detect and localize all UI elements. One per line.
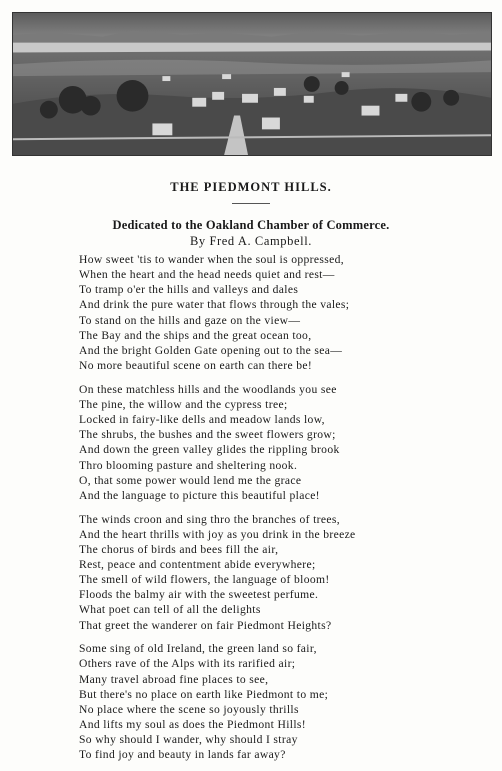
poem-line: And drink the pure water that flows through the vales; xyxy=(79,298,350,312)
poem-line: That greet the wanderer on fair Piedmont Heights? xyxy=(79,618,332,632)
poem-line: Floods the balmy air with the sweetest perfume. xyxy=(79,588,319,602)
poem-title: THE PIEDMONT HILLS. xyxy=(170,180,332,194)
poem-line: To find joy and beauty in lands far away? xyxy=(79,748,286,762)
poem-line: The pine, the willow and the cypress tree; xyxy=(79,397,288,411)
poem-line: Thro blooming pasture and sheltering nook. xyxy=(79,458,298,472)
poem-line: So why should I wander, why should I stray xyxy=(79,733,298,747)
poem-line: Many travel abroad fine places to see, xyxy=(79,672,269,686)
poem-line: O, that some power would lend me the grace xyxy=(79,473,302,487)
stanza xyxy=(79,382,499,503)
poem-line: The smell of wild flowers, the language of bloom! xyxy=(79,573,330,587)
poem-body xyxy=(79,252,499,771)
poem-line: Some sing of old Ireland, the green land so fair, xyxy=(79,642,317,656)
dedication: Dedicated to the Oakland Chamber of Commerce. xyxy=(112,218,390,232)
poem-line: But there's no place on earth like Piedmont to me; xyxy=(79,687,329,701)
piedmont-hills-panorama xyxy=(13,13,491,155)
poem-line: And the language to picture this beautiful place! xyxy=(79,488,320,502)
stanza xyxy=(79,252,499,373)
poem-line: And the heart thrills with joy as you drink in the breeze xyxy=(79,527,356,541)
poem-line: What poet can tell of all the delights xyxy=(79,603,261,617)
poem-line: And down the green valley glides the rippling brook xyxy=(79,443,340,457)
poem-line: The shrubs, the bushes and the sweet flowers grow; xyxy=(79,428,336,442)
byline: By Fred A. Campbell. xyxy=(189,234,313,248)
poem-line: The winds croon and sing thro the branches of trees, xyxy=(79,512,340,526)
poem-line: The Bay and the ships and the great ocean too, xyxy=(79,328,312,342)
poem-line: On these matchless hills and the woodlands you see xyxy=(79,382,337,396)
poem-line: And lifts my soul as does the Piedmont Hills! xyxy=(79,718,307,732)
poem-line: To tramp o'er the hills and valleys and dales xyxy=(79,283,299,297)
poem-line: To stand on the hills and gaze on the view— xyxy=(79,313,301,327)
poem-line: Rest, peace and contentment abide everywhere; xyxy=(79,557,316,571)
poem-line: How sweet 'tis to wander when the soul is oppressed, xyxy=(79,253,345,266)
poem-line: And the bright Golden Gate opening out to the sea— xyxy=(79,343,343,357)
stanza xyxy=(79,641,499,762)
stanza xyxy=(79,512,499,633)
poem-line: When the heart and the head needs quiet and rest— xyxy=(79,268,335,282)
title-divider xyxy=(232,203,270,204)
poem-line: No place where the scene so joyously thrills xyxy=(79,702,299,716)
landscape-photo xyxy=(12,12,492,156)
poem-line: The chorus of birds and bees fill the air, xyxy=(79,542,279,556)
poem-line: Others rave of the Alps with its rarified air; xyxy=(79,657,296,671)
poem-line: Locked in fairy-like dells and meadow lands low, xyxy=(79,413,325,427)
poem-line: No more beautiful scene on earth can there be! xyxy=(79,359,313,373)
